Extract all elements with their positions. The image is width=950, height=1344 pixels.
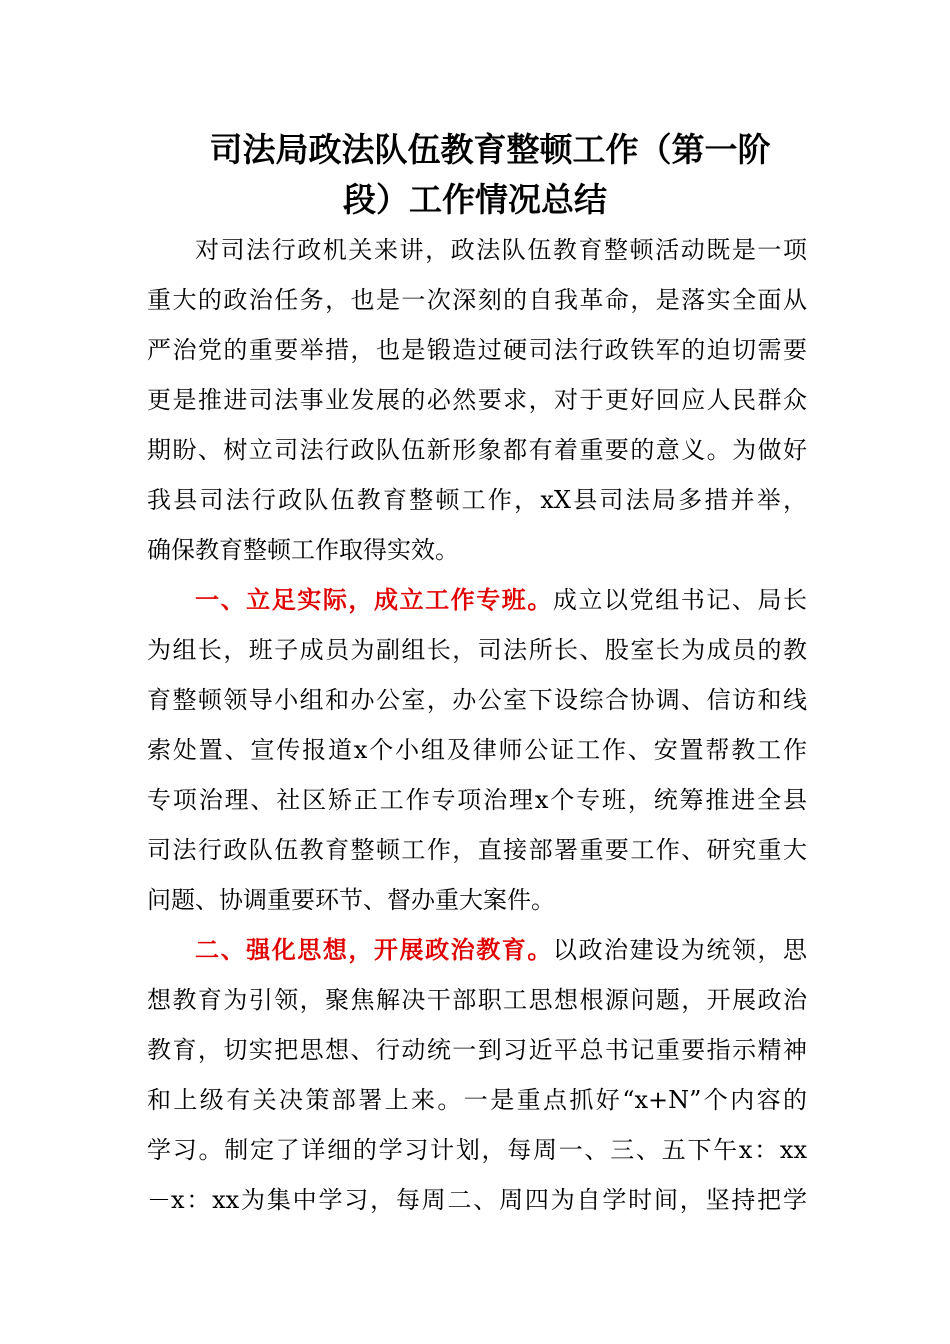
intro-line: 重大的政治任务，也是一次深刻的自我革命，是落实全面从	[147, 286, 807, 314]
intro-line: 更是推进司法事业发展的必然要求，对于更好回应人民群众	[147, 386, 807, 414]
section-1-heading: 一、立足实际，成立工作专班。	[195, 586, 553, 614]
section-1-first-line	[195, 584, 807, 616]
section-2-line: －x：xx为集中学习，每周二、周四为自学时间，坚持把学	[147, 1186, 807, 1214]
document-title-line-1: 司法局政法队伍教育整顿工作（第一阶	[209, 130, 771, 169]
intro-line: 严治党的重要举措，也是锻造过硬司法行政铁军的迫切需要	[147, 336, 807, 364]
section-2-line: 和上级有关决策部署上来。一是重点抓好“x+N”个内容的	[147, 1086, 807, 1114]
section-2-heading: 二、强化思想，开展政治教育。	[195, 936, 553, 964]
section-1-line: 司法行政队伍教育整顿工作，直接部署重要工作、研究重大	[147, 836, 807, 864]
intro-line: 确保教育整顿工作取得实效。	[147, 536, 459, 564]
document-title-line-2: 段）工作情况总结	[343, 180, 607, 219]
section-2-first-line	[195, 934, 807, 966]
section-1-line: 问题、协调重要环节、督办重大案件。	[147, 886, 555, 914]
section-1-line: 为组长，班子成员为副组长，司法所长、股室长为成员的教	[147, 636, 807, 664]
section-1-line: 专项治理、社区矫正工作专项治理x个专班，统筹推进全县	[147, 786, 807, 814]
section-2-line: 教育，切实把思想、行动统一到习近平总书记重要指示精神	[147, 1036, 807, 1064]
section-1-first-line-text: 成立以党组书记、局长	[552, 586, 808, 614]
intro-line: 我县司法行政队伍教育整顿工作，xX县司法局多措并举，	[147, 486, 807, 514]
intro-line: 对司法行政机关来讲，政法队伍教育整顿活动既是一项	[195, 236, 807, 264]
intro-line: 期盼、树立司法行政队伍新形象都有着重要的意义。为做好	[147, 436, 807, 464]
section-2-line: 想教育为引领，聚焦解决干部职工思想根源问题，开展政治	[147, 986, 807, 1014]
section-2-line: 学习。制定了详细的学习计划，每周一、三、五下午x：xx	[147, 1136, 807, 1164]
section-2-first-line-text: 以政治建设为统领，思	[552, 936, 808, 964]
section-1-line: 索处置、宣传报道x个小组及律师公证工作、安置帮教工作	[147, 736, 807, 764]
section-1-line: 育整顿领导小组和办公室，办公室下设综合协调、信访和线	[147, 686, 807, 714]
